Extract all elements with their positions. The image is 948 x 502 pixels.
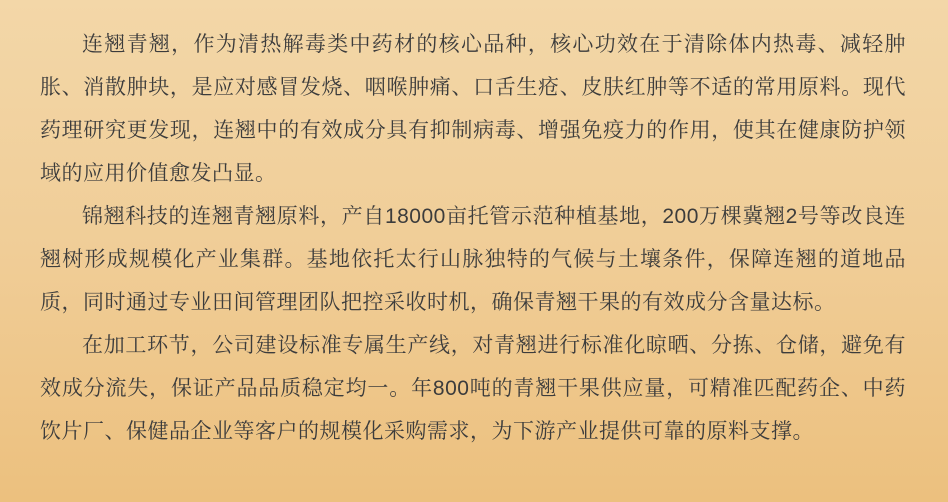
paragraph-processing-supply: 在加工环节，公司建设标准专属生产线，对青翘进行标准化晾晒、分拣、仓储，避免有效成分流失，保证产品品质稳定均一。年800吨的青翘干果供应量，可精准匹配药企、中药饮片厂、保健品企业等客户的规模化采购需求，为下游产业提供可靠的原料支撑。: [40, 334, 906, 443]
article-body: [40, 23, 906, 453]
paragraph-product-overview: 连翘青翘，作为清热解毒类中药材的核心品种，核心功效在于清除体内热毒、减轻肿胀、消散肿块，是应对感冒发烧、咽喉肿痛、口舌生疮、皮肤红肿等不适的常用原料。现代药理研究更发现，连翘中的有效成分具有抑制病毒、增强免疫力的作用，使其在健康防护领域的应用价值愈发凸显。: [40, 33, 906, 185]
paragraph-planting-base: 锦翘科技的连翘青翘原料，产自18000亩托管示范种植基地，200万棵冀翘2号等改良连翘树形成规模化产业集群。基地依托太行山脉独特的气候与土壤条件，保障连翘的道地品质，同时通过专业田间管理团队把控采收时机，确保青翘干果的有效成分含量达标。: [40, 205, 906, 314]
